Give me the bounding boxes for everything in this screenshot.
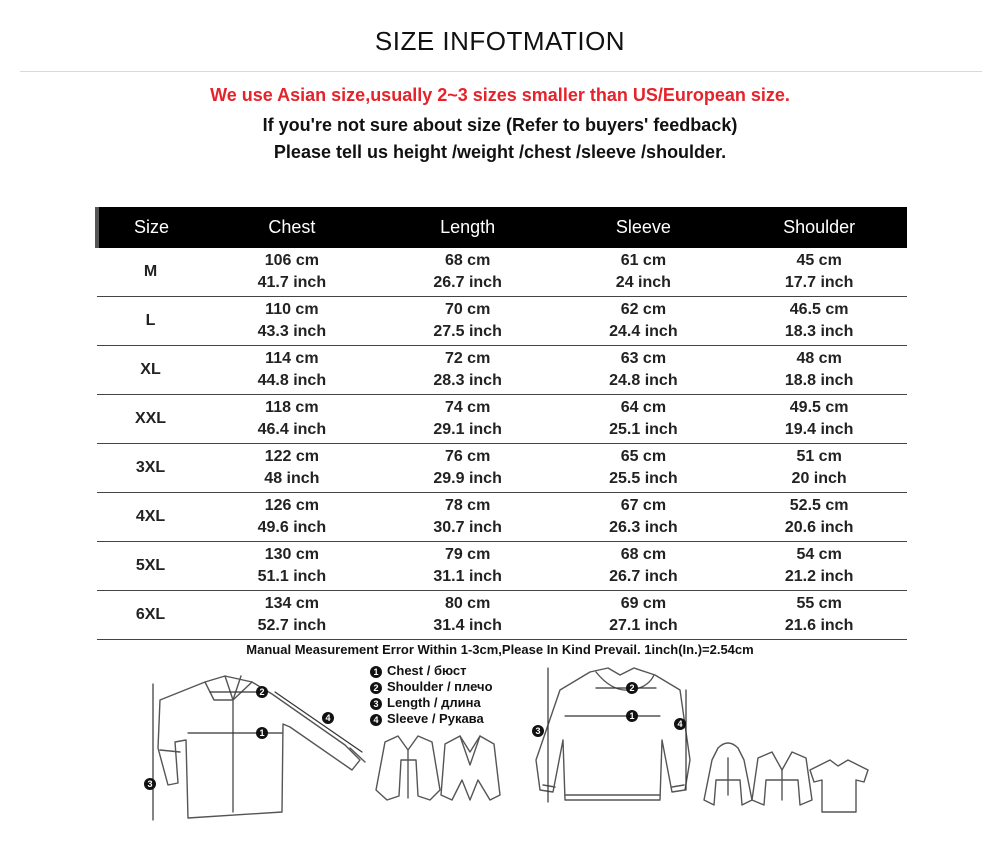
size-label: L	[97, 297, 204, 346]
length-cm-value: 80 cm	[444, 595, 491, 612]
shoulder-inch-value: 17.7 inch	[784, 274, 854, 291]
size-advice-line: If you're not sure about size (Refer to buyers' feedback)	[262, 115, 738, 135]
svg-text:4: 4	[325, 713, 331, 723]
shoulder-cm-value: 48 cm	[796, 350, 842, 367]
svg-text:3: 3	[535, 726, 541, 736]
sweater-marker-chest	[626, 710, 638, 722]
shoulder-cm-value: 54 cm	[796, 546, 842, 563]
col-header-size: Size	[97, 207, 204, 248]
size-label: M	[97, 248, 204, 297]
length-cm-value: 70 cm	[444, 301, 491, 318]
length-inch-value: 28.3 inch	[433, 372, 502, 389]
chest-cm-value: 130 cm	[264, 546, 319, 563]
page-title: SIZE INFOTMATION	[374, 26, 626, 56]
shoulder-cm-value: 49.5 cm	[789, 399, 849, 416]
marker-2-icon: 2	[370, 682, 382, 694]
size-label: XXL	[97, 395, 204, 444]
sleeve-inch-value: 25.5 inch	[609, 470, 678, 487]
jacket-sketch-icon	[376, 736, 440, 800]
chest-cm-value: 110 cm	[265, 301, 319, 318]
hoodie-sketch-icon	[704, 743, 752, 805]
chest-inch-value: 51.1 inch	[257, 568, 327, 585]
shoulder-cm-value: 52.5 cm	[789, 497, 849, 514]
length-inch-value: 29.9 inch	[433, 470, 502, 487]
chest-inch-value: 52.7 inch	[257, 617, 327, 634]
chest-inch-value: 48 inch	[264, 470, 320, 487]
chest-inch-value: 46.4 inch	[257, 421, 327, 438]
sweater-marker-length	[532, 725, 544, 737]
chest-inch-value: 41.7 inch	[257, 274, 327, 291]
svg-text:1: 1	[629, 711, 635, 721]
sleeve-inch-value: 27.1 inch	[609, 617, 678, 634]
blazer-sketch-icon	[441, 736, 500, 800]
col-header-length: Length	[380, 207, 556, 248]
shoulder-inch-value: 20 inch	[791, 470, 847, 487]
shirt-marker-sleeve	[322, 712, 334, 724]
shirt-marker-shoulder	[256, 686, 268, 698]
sleeve-cm-value: 61 cm	[620, 252, 667, 269]
length-cm-value: 76 cm	[444, 448, 491, 465]
asian-size-warning: We use Asian size,usually 2~3 sizes smaller than US/European size.	[210, 85, 790, 105]
measurement-request-line: Please tell us height /weight /chest /sleeve /shoulder.	[273, 142, 727, 162]
shirt-marker-chest	[256, 727, 268, 739]
shirt-sleeve-guide	[275, 692, 362, 752]
shoulder-inch-value: 21.6 inch	[784, 617, 854, 634]
chest-cm-value: 118 cm	[265, 399, 319, 416]
chest-cm-value: 134 cm	[264, 595, 319, 612]
size-label: 6XL	[97, 591, 204, 640]
length-inch-value: 31.4 inch	[433, 617, 502, 634]
length-cm-value: 68 cm	[444, 252, 491, 269]
sleeve-inch-value: 24.4 inch	[609, 323, 678, 340]
chest-cm-value: 126 cm	[264, 497, 319, 514]
size-label: XL	[97, 346, 204, 395]
svg-text:2: 2	[259, 687, 265, 697]
length-inch-value: 29.1 inch	[433, 421, 502, 438]
sweater-marker-sleeve	[674, 718, 686, 730]
length-cm-value: 78 cm	[444, 497, 491, 514]
shoulder-cm-value: 45 cm	[796, 252, 842, 269]
marker-1-icon: 1	[370, 666, 382, 678]
length-cm-value: 79 cm	[444, 546, 491, 563]
sleeve-cm-value: 64 cm	[620, 399, 667, 416]
length-inch-value: 26.7 inch	[433, 274, 502, 291]
legend-label: Sleeve / Рукава	[387, 711, 484, 726]
marker-4-icon: 4	[370, 714, 382, 726]
legend-label: Shoulder / плечо	[387, 679, 493, 694]
length-cm-value: 72 cm	[444, 350, 491, 367]
sleeve-cm-value: 68 cm	[620, 546, 667, 563]
length-inch-value: 31.1 inch	[433, 568, 502, 585]
chest-inch-value: 44.8 inch	[257, 372, 327, 389]
length-cm-value: 74 cm	[444, 399, 491, 416]
sleeve-cm-value: 65 cm	[620, 448, 667, 465]
svg-text:2: 2	[629, 683, 635, 693]
sleeve-cm-value: 67 cm	[620, 497, 667, 514]
svg-text:3: 3	[147, 779, 153, 789]
sweater-marker-shoulder	[626, 682, 638, 694]
shoulder-inch-value: 18.8 inch	[784, 372, 854, 389]
tshirt-sketch-icon	[810, 760, 868, 812]
sleeve-inch-value: 26.7 inch	[609, 568, 678, 585]
cardigan-sketch-icon	[752, 752, 812, 805]
sleeve-inch-value: 24 inch	[615, 274, 671, 291]
col-header-sleeve: Sleeve	[556, 207, 732, 248]
sleeve-cm-value: 63 cm	[620, 350, 667, 367]
legend-label: Chest / бюст	[387, 663, 467, 678]
shoulder-cm-value: 51 cm	[796, 448, 842, 465]
size-label: 4XL	[97, 493, 204, 542]
size-label: 5XL	[97, 542, 204, 591]
measurement-footnote: Manual Measurement Error Within 1-3cm,Please In Kind Prevail. 1inch(In.)=2.54cm	[246, 642, 754, 657]
length-inch-value: 30.7 inch	[433, 519, 502, 536]
chest-inch-value: 49.6 inch	[257, 519, 327, 536]
sleeve-cm-value: 69 cm	[620, 595, 667, 612]
sleeve-cm-value: 62 cm	[620, 301, 667, 318]
chest-cm-value: 114 cm	[265, 350, 319, 367]
length-inch-value: 27.5 inch	[433, 323, 502, 340]
col-header-chest: Chest	[204, 207, 380, 248]
shoulder-cm-value: 46.5 cm	[789, 301, 849, 318]
svg-text:4: 4	[677, 719, 683, 729]
sleeve-inch-value: 24.8 inch	[609, 372, 678, 389]
legend-label: Length / длина	[387, 695, 481, 710]
shoulder-cm-value: 55 cm	[796, 595, 842, 612]
col-header-shoulder: Shoulder	[731, 207, 907, 248]
chest-inch-value: 43.3 inch	[257, 323, 327, 340]
size-label: 3XL	[97, 444, 204, 493]
chest-cm-value: 106 cm	[264, 252, 319, 269]
sleeve-inch-value: 26.3 inch	[609, 519, 678, 536]
marker-3-icon: 3	[370, 698, 382, 710]
shirt-marker-length	[144, 778, 156, 790]
svg-text:1: 1	[259, 728, 265, 738]
shoulder-inch-value: 18.3 inch	[784, 323, 854, 340]
shoulder-inch-value: 20.6 inch	[784, 519, 854, 536]
shoulder-inch-value: 19.4 inch	[784, 421, 854, 438]
shoulder-inch-value: 21.2 inch	[784, 568, 854, 585]
sleeve-inch-value: 25.1 inch	[609, 421, 678, 438]
chest-cm-value: 122 cm	[264, 448, 319, 465]
